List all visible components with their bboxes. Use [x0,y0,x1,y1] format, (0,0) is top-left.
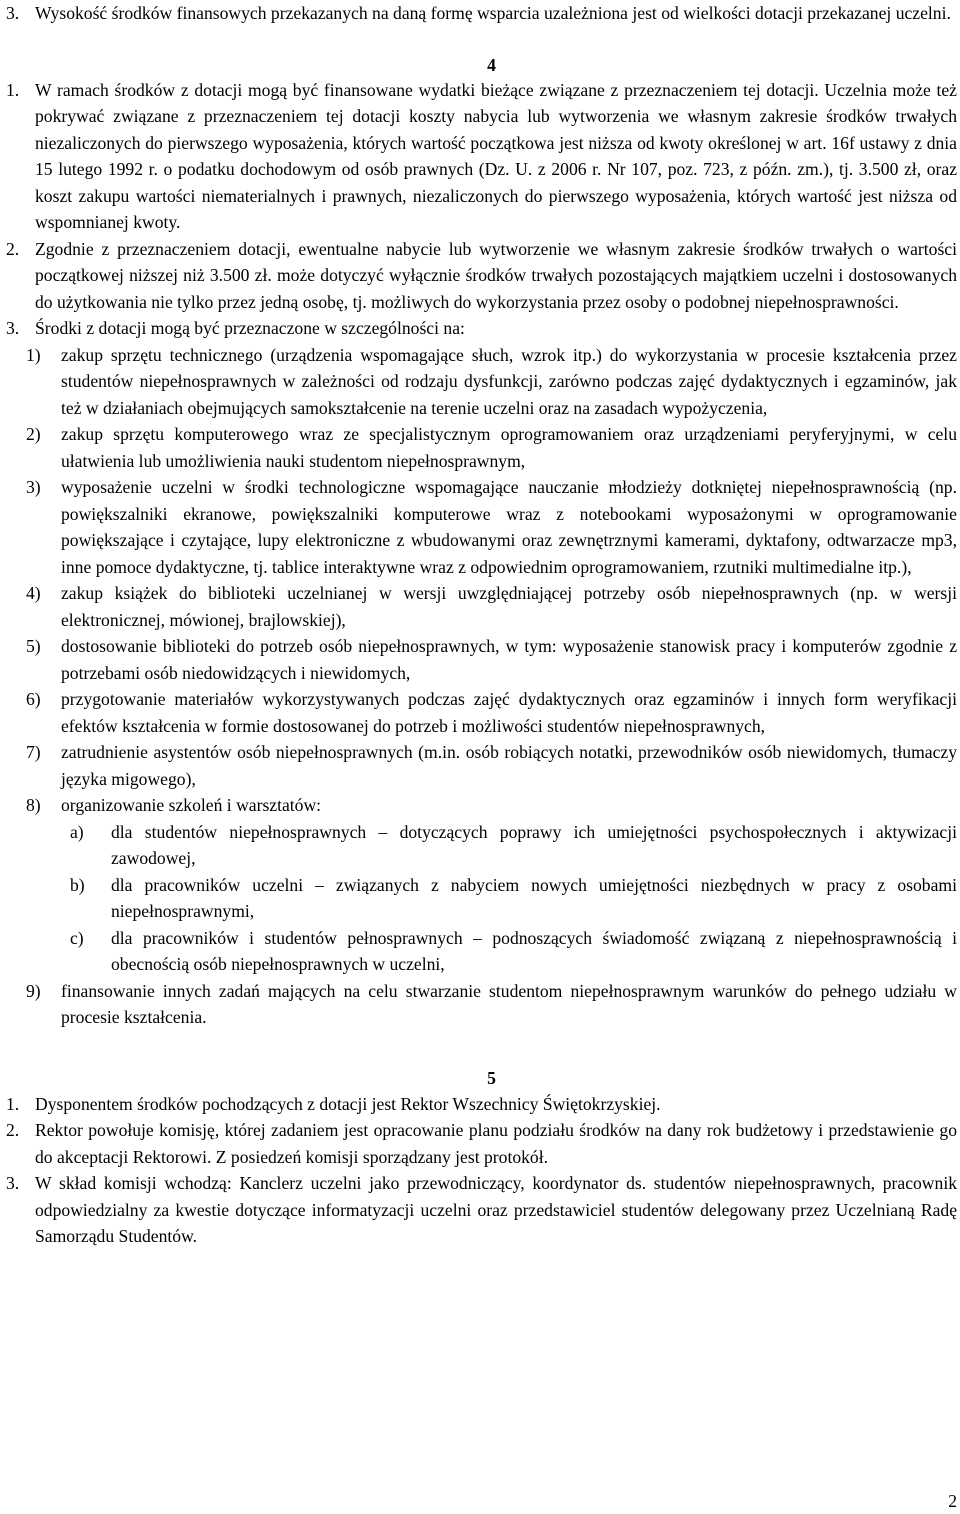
list-item [6,686,957,739]
list-item [6,633,957,686]
section5-paragraph-3 [6,1170,957,1250]
paragraph-number: 1. [6,1093,20,1114]
paragraph-text: W skład komisji wchodzą: Kanclerz uczelni jako przewodniczący, koordynator ds. studentów niepełnosprawnych, pracownik odpowiedzialny za kwestie dotyczące informatyzacji uczelni oraz przedstawiciel studentów delegowany przez Uczelnianą Radę Samorządu Studentów. [35,1173,957,1246]
paragraph-number: 3. [6,318,20,338]
section4-paragraph-3 [6,315,957,342]
list-item-number: 8) [26,795,41,815]
section-heading-5: 5 [487,1067,496,1088]
list-item [6,580,957,633]
section4-paragraph-1 [6,77,957,236]
list-item [6,342,957,422]
list-item-number: 6) [26,689,41,709]
list-item [6,978,957,1031]
list-item [6,739,957,792]
list-item-text: organizowanie szkoleń i warsztatów: [61,795,322,815]
section5-paragraph-1 [6,1091,957,1118]
sub-list-item [6,872,957,925]
list-item-text: zakup książek do biblioteki uczelnianej w wersji uwzględniającej potrzeby osób niepełnosprawnych (np. w wersji elektronicznej, mówionej, brajlowskiej), [61,583,957,630]
list-item-number: 4) [26,583,41,603]
sub-list-item-text: dla pracowników uczelni – związanych z nabyciem nowych umiejętności niezbędnych w pracy z osobami niepełnosprawnymi, [111,874,957,921]
list-item-text: dostosowanie biblioteki do potrzeb osób niepełnosprawnych, w tym: wyposażenie stanowisk pracy i komputerów zgodnie z potrzebami osób niedowidzących i niewidomych, [61,636,957,683]
sub-list-item-text: dla studentów niepełnosprawnych – dotyczących poprawy ich umiejętności psychospołecznych i aktywizacji zawodowej, [111,821,957,868]
sub-list-item-letter: c) [70,927,84,948]
paragraph-3 [6,0,957,27]
list-item-number: 7) [26,742,41,762]
list-item-text: zakup sprzętu technicznego (urządzenia wspomagające słuch, wzrok itp.) do wykorzystania w procesie kształcenia przez studentów niepełnosprawnych w zależności od rodzaju dysfunkcji, zarówno podczas zajęć dydaktycznych i egzaminów, jak też w działaniach obejmujących samokształcenie na terenie uczelni oraz na zasadach wypożyczenia, [61,344,957,418]
sub-list-item [6,819,957,872]
paragraph-text: Środki z dotacji mogą być przeznaczone w szczególności na: [35,318,465,338]
sub-list-item-letter: a) [70,821,84,842]
list-item-text: przygotowanie materiałów wykorzystywanych podczas zajęć dydaktycznych oraz egzaminów i innych form weryfikacji efektów kształcenia w formie dostosowanej do potrzeb i możliwości studentów niepełnosprawnych, [61,689,957,736]
list-item-number: 2) [26,424,41,444]
list-item-number: 5) [26,636,41,656]
list-item-number: 9) [26,980,41,1001]
paragraph-text: Wysokość środków finansowych przekazanych na daną formę wsparcia uzależniona jest od wielkości dotacji przekazanej uczelni. [35,3,951,23]
sub-list-item-letter: b) [70,874,85,895]
list-item-number: 1) [26,344,41,365]
list-item [6,792,957,819]
paragraph-text: Zgodnie z przeznaczeniem dotacji, ewentualne nabycie lub wytworzenie we własnym zakresie środków trwałych o wartości początkowej niższej niż 3.500 zł. może dotyczyć wyłącznie środków trwałych pozostających majątkiem uczelni i dostosowanych do użytkowania nie tylko przez jedną osobę, tj. możliwych do wykorzystania przez osoby o podobnej niepełnosprawności. [35,238,957,312]
section-spacer [6,1031,957,1065]
paragraph-number: 3. [6,1173,20,1193]
section5-paragraph-2 [6,1117,957,1170]
list-item-text: zatrudnienie asystentów osób niepełnosprawnych (m.in. osób robiących notatki, przewodników osób niewidomych, tłumaczy języka migowego), [61,742,957,789]
list-item-text: wyposażenie uczelni w środki technologiczne wspomagające nauczanie młodzieży dotkniętej niepełnosprawnością (np. powiększalniki ekranowe, powiększalniki komputerowe wraz z notebookami wyposażonymi w oprogramowanie powiększające i czytające, lupy elektroniczne z wbudowanymi oraz zewnętrznymi kamerami, dyktafony, odtwarzacze mp3, inne pomoce dydaktyczne, tj. tablice interaktywne wraz z odpowiednim oprogramowaniem, rzutniki multimedialne itp.), [61,477,957,577]
list-item [6,421,957,474]
paragraph-number: 2. [6,238,20,259]
paragraph-text: Rektor powołuje komisję, której zadaniem jest opracowanie planu podziału środków na dany rok budżetowy i przedstawienie go do akceptacji Rektorowi. Z posiedzeń komisji sporządzany jest protokół. [35,1120,957,1167]
list-item-text: finansowanie innych zadań mających na celu stwarzanie studentom niepełnosprawnym warunków do pełnego udziału w procesie kształcenia. [61,980,957,1027]
page-number: 2 [948,1491,957,1511]
sub-list-item [6,925,957,978]
section4-paragraph-2 [6,236,957,316]
paragraph-text: Dysponentem środków pochodzących z dotacji jest Rektor Wszechnicy Świętokrzyskiej. [35,1093,661,1114]
paragraph-number: 1. [6,79,20,100]
list-item [6,474,957,580]
paragraph-text: W ramach środków z dotacji mogą być finansowane wydatki bieżące związane z przeznaczeniem tej dotacji. Uczelnia może też pokrywać związane z przeznaczeniem tej dotacji koszty nabycia lub wytworzenia we własnym zakresie środków trwałych niezaliczonych do pierwszego wyposażenia, których wartość początkowa jest niższa od kwoty określonej w art. 16f ustawy z dnia 15 lutego 1992 r. o podatku dochodowym od osób prawnych (Dz. U. z 2006 r. Nr 107, poz. 723, z późn. zm.), tj. 3.500 zł, oraz koszt zakupu wartości niematerialnych i prawnych, niezaliczonych do pierwszego wyposażenia, których wartość jest niższa od wspomnianej kwoty. [35,79,957,232]
paragraph-number: 2. [6,1120,20,1140]
sub-list-item-text: dla pracowników i studentów pełnosprawnych – podnoszących świadomość związaną z niepełnosprawnością i obecnością osób niepełnosprawnych w uczelni, [111,927,957,974]
section-heading-4: 4 [487,54,496,75]
list-item-text: zakup sprzętu komputerowego wraz ze specjalistycznym oprogramowaniem oraz urządzeniami peryferyjnymi, w celu ułatwienia lub umożliwienia nauki studentom niepełnosprawnym, [61,424,957,471]
paragraph-number: 3. [6,3,20,23]
list-item-number: 3) [26,477,41,497]
